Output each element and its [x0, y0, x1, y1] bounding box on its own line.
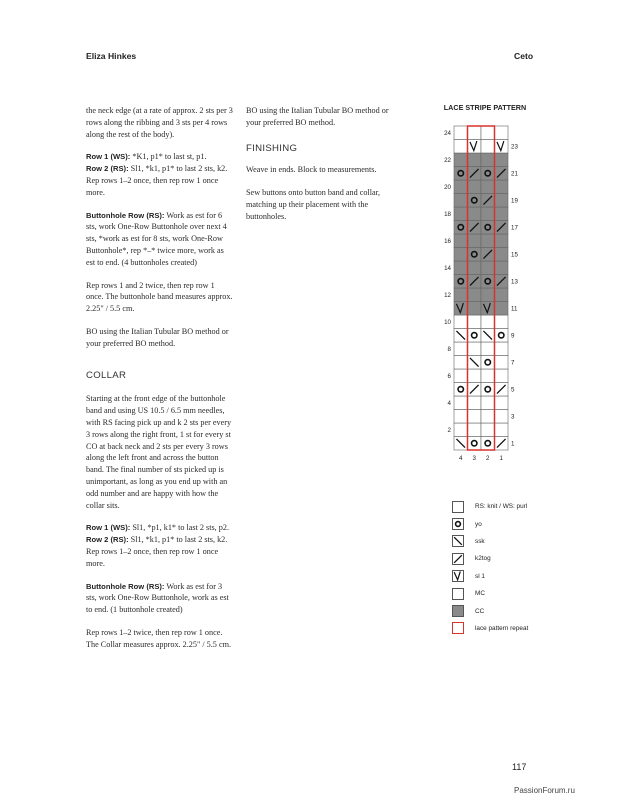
legend-item [452, 585, 528, 602]
chart-cell [468, 126, 482, 140]
chart-cell [468, 194, 482, 208]
paragraph: Rep rows 1–2 once, then rep row 1 once more. [86, 546, 219, 568]
row-number-label: 2 [447, 427, 451, 435]
chart-cell [468, 248, 482, 262]
chart-cell [454, 153, 468, 167]
chart-cell [468, 207, 482, 221]
row-text: Work as est for 6 sts, work One-Row Buttonhole over next 4 sts, *work as est for 8 sts, work One-Row Buttonhole*, rep *–* twice more, work as est to end. (4 buttonholes created) [86, 210, 227, 267]
chart-cell [495, 423, 509, 437]
chart-cell [454, 261, 468, 275]
instruction-row [86, 522, 233, 534]
row-number-label: 9 [511, 332, 515, 340]
instruction-row [86, 163, 233, 175]
chart-legend [452, 498, 528, 637]
legend-label: RS: knit / WS: purl [475, 503, 528, 511]
row-number-label: 24 [444, 130, 451, 138]
row-text: Sl1, *k1, p1* to last 2 sts, k2. [128, 164, 228, 174]
row-number-label: 13 [511, 278, 518, 286]
text-column-left [86, 105, 233, 661]
author-name: Eliza Hinkes [86, 51, 137, 61]
row-label: Row 1 (WS): [86, 152, 131, 162]
chart-cell [481, 437, 495, 451]
row-text: Sl1, *p1, k1* to last 2 sts, p2. [130, 523, 230, 533]
legend-label: k2tog [475, 555, 491, 563]
chart-cell [454, 180, 468, 194]
row-number-label: 5 [511, 386, 515, 394]
chart-cell [495, 207, 509, 221]
chart-cell [454, 315, 468, 329]
legend-item [452, 498, 528, 515]
chart-cell [495, 194, 509, 208]
chart-cell [481, 153, 495, 167]
row-text: Sl1, *k1, p1* to last 2 sts, k2. [128, 535, 228, 545]
legend-label: yo [475, 520, 482, 528]
row-number-label: 11 [511, 305, 518, 313]
chart-cell [454, 207, 468, 221]
yo-icon [452, 518, 464, 530]
page-number: 117 [512, 762, 527, 772]
chart-cell [495, 329, 509, 343]
chart-cell [481, 342, 495, 356]
chart-cell [454, 410, 468, 424]
chart-cell [468, 369, 482, 383]
legend-item [452, 602, 528, 619]
row-label: Row 2 (RS): [86, 164, 129, 174]
column-number-label: 3 [472, 455, 476, 462]
chart-cell [495, 356, 509, 370]
chart-cell [495, 410, 509, 424]
instruction-row [86, 151, 233, 163]
instruction-row [86, 581, 233, 616]
chart-cell [481, 180, 495, 194]
legend-item [452, 515, 528, 532]
chart-cell [481, 275, 495, 289]
chart-cell [454, 383, 468, 397]
legend-label: MC [475, 590, 485, 598]
row-number-label: 16 [444, 238, 451, 246]
row-number-label: 17 [511, 224, 518, 232]
chart-cell [481, 369, 495, 383]
paragraph: BO using the Italian Tubular BO method or your preferred BO method. [246, 106, 389, 127]
chart-cell [495, 396, 509, 410]
chart-cell [495, 126, 509, 140]
chart-cell [468, 288, 482, 302]
chart-cell [454, 140, 468, 154]
section-heading-finishing: FINISHING [246, 142, 298, 154]
yo-icon [456, 522, 461, 527]
section-heading-collar: COLLAR [86, 369, 127, 381]
row-number-label: 8 [447, 346, 451, 354]
chart-cell [468, 342, 482, 356]
chart-cell [468, 437, 482, 451]
legend-item [452, 568, 528, 585]
chart-cell [454, 396, 468, 410]
instruction-row [86, 534, 233, 546]
chart-cell [468, 180, 482, 194]
legend-item [452, 550, 528, 567]
chart-cell [495, 234, 509, 248]
paragraph: the neck edge (at a rate of approx. 2 sts per 3 rows along the ribbing and 3 sts per 4 rows along the rest of the body). [86, 106, 233, 139]
row-label: Row 2 (RS): [86, 535, 129, 545]
text-column-middle [246, 105, 396, 234]
chart-cell [481, 140, 495, 154]
k2tog-icon [454, 555, 462, 563]
mc-icon [452, 588, 464, 600]
chart-cell [481, 261, 495, 275]
chart-cell [454, 194, 468, 208]
watermark: PassionForum.ru [514, 786, 575, 795]
chart-cell [468, 302, 482, 316]
chart-cell [468, 423, 482, 437]
row-number-label: 3 [511, 413, 515, 421]
chart-cell [454, 288, 468, 302]
chart-cell [495, 261, 509, 275]
legend-item [452, 620, 528, 637]
chart-cell [481, 315, 495, 329]
row-number-label: 15 [511, 251, 518, 259]
row-number-label: 14 [444, 265, 451, 273]
row-number-label: 19 [511, 197, 518, 205]
row-label: Buttonhole Row (RS): [86, 581, 165, 591]
chart-cell [468, 329, 482, 343]
chart-cell [481, 207, 495, 221]
row-number-label: 21 [511, 170, 518, 178]
chart-cell [454, 275, 468, 289]
k2tog-icon [452, 553, 464, 565]
row-number-label: 20 [444, 184, 451, 192]
chart-cell [468, 410, 482, 424]
paragraph: Rep rows 1–2 once, then rep row 1 once more. [86, 175, 219, 197]
chart-cell [495, 302, 509, 316]
row-number-label: 4 [447, 400, 451, 408]
column-number-label: 2 [486, 455, 490, 462]
chart-cell [454, 369, 468, 383]
chart-cell [454, 126, 468, 140]
chart-cell [481, 126, 495, 140]
paragraph: Rep rows 1 and 2 twice, then rep row 1 once. The buttonhole band measures approx. 2.25" / 5.5 cm. [86, 280, 233, 314]
chart-cell [454, 248, 468, 262]
row-number-label: 18 [444, 211, 451, 219]
sl1-icon [452, 570, 464, 582]
lace-stripe-chart [440, 122, 540, 467]
row-label: Row 1 (WS): [86, 523, 131, 533]
chart-cell [481, 221, 495, 235]
paragraph: Rep rows 1–2 twice, then rep row 1 once. The Collar measures approx. 2.25" / 5.5 cm. [86, 627, 231, 649]
sl1-icon [454, 572, 460, 580]
chart-cell [481, 288, 495, 302]
chart-cell [495, 248, 509, 262]
chart-cell [495, 315, 509, 329]
chart-cell [481, 410, 495, 424]
row-number-label: 22 [444, 157, 451, 165]
chart-cell [495, 342, 509, 356]
chart-cell [454, 167, 468, 181]
chart-cell [468, 234, 482, 248]
chart-cell [454, 356, 468, 370]
knit-icon [452, 501, 464, 513]
column-number-label: 4 [459, 455, 463, 462]
legend-label: sl 1 [475, 572, 485, 580]
row-number-label: 1 [511, 440, 515, 448]
chart-cell [468, 261, 482, 275]
row-number-label: 23 [511, 143, 518, 151]
row-number-label: 10 [444, 319, 451, 327]
column-number-label: 1 [499, 455, 503, 462]
chart-title: LACE STRIPE PATTERN [443, 103, 527, 112]
row-number-label: 6 [447, 373, 451, 381]
ssk-icon [452, 535, 464, 547]
row-label: Buttonhole Row (RS): [86, 210, 165, 220]
chart-cell [454, 423, 468, 437]
legend-item [452, 533, 528, 550]
chart-cell [481, 234, 495, 248]
paragraph: Starting at the front edge of the buttonhole band and using US 10.5 / 6.5 mm needles, with RS facing pick up and k 2 sts per every 3 rows along the right front, 1 st for every st CO at back neck and 2 sts per every 3 rows along the left front and across the button band. The final number of sts picked up is unimportant, as long as you end up with an odd number and are happy with how the collar sits. [86, 394, 232, 510]
paragraph: Sew buttons onto button band and collar, matching up their placement with the buttonholes. [246, 188, 381, 221]
cc-icon [452, 605, 464, 617]
chart-cell [481, 167, 495, 181]
chart-cell [454, 234, 468, 248]
chart-cell [495, 369, 509, 383]
pattern-name: Ceto [514, 51, 534, 61]
row-text: *K1, p1* to last st, p1. [130, 152, 207, 162]
chart-cell [481, 423, 495, 437]
chart-cell [454, 342, 468, 356]
chart-cell [481, 396, 495, 410]
chart-cell [495, 153, 509, 167]
legend-label: ssk [475, 537, 485, 545]
instruction-row [86, 210, 233, 269]
chart-cell [468, 315, 482, 329]
chart-cell [495, 288, 509, 302]
repeat-icon [452, 622, 464, 634]
legend-label: CC [475, 607, 485, 615]
paragraph: BO using the Italian Tubular BO method or your preferred BO method. [86, 326, 229, 348]
row-number-label: 7 [511, 359, 515, 367]
chart-cell [481, 356, 495, 370]
legend-label: lace pattern repeat [475, 624, 529, 632]
chart-cell [468, 153, 482, 167]
row-text: Work as est for 3 sts, work One-Row Buttonhole, work as est to end. (1 buttonhole created) [86, 581, 229, 615]
chart-cell [495, 180, 509, 194]
row-number-label: 12 [444, 292, 451, 300]
chart-cell [468, 396, 482, 410]
paragraph: Weave in ends. Block to measurements. [246, 165, 377, 175]
chart-cell [454, 221, 468, 235]
ssk-icon [454, 538, 462, 546]
chart-cell [481, 383, 495, 397]
